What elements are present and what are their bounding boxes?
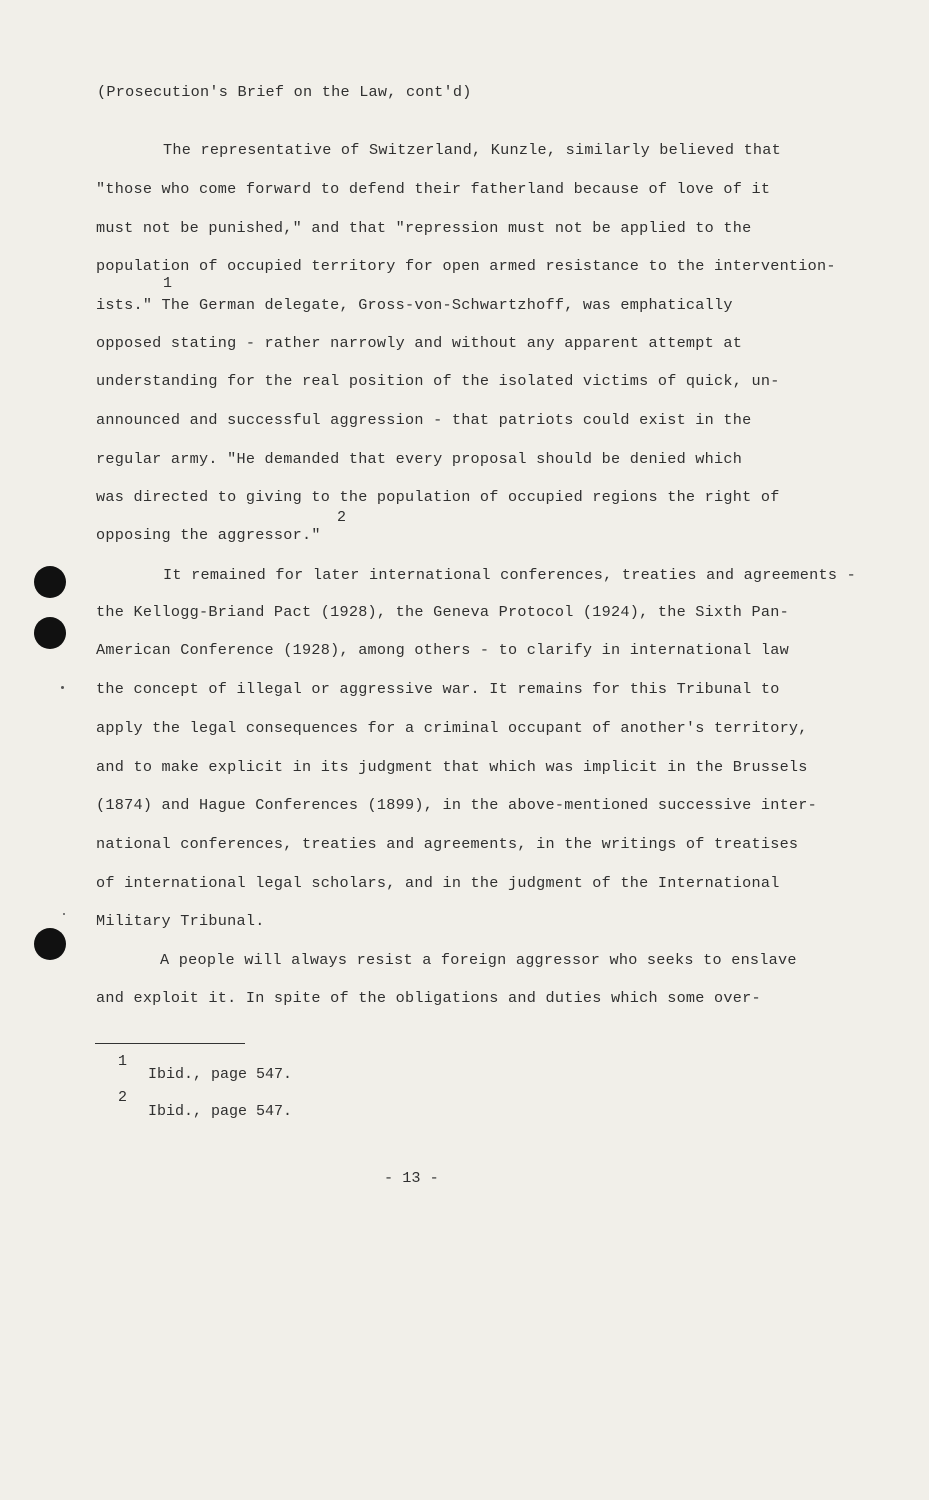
body-line: "those who come forward to defend their fatherland because of love of it bbox=[96, 180, 771, 198]
body-line: population of occupied territory for open armed resistance to the intervention- bbox=[96, 257, 836, 275]
body-line: announced and successful aggression - that patriots could exist in the bbox=[96, 411, 752, 429]
body-line: must not be punished," and that "repression must not be applied to the bbox=[96, 219, 752, 237]
body-line: of international legal scholars, and in the judgment of the International bbox=[96, 874, 780, 892]
body-line: It remained for later international conferences, treaties and agreements - bbox=[163, 566, 856, 584]
punch-hole-top bbox=[34, 566, 66, 598]
footnote-number: 1 bbox=[118, 1053, 128, 1070]
body-line: ists." The German delegate, Gross-von-Schwartzhoff, was emphatically bbox=[96, 296, 733, 314]
body-line: understanding for the real position of the isolated victims of quick, un- bbox=[96, 372, 780, 390]
punch-hole-bottom bbox=[34, 928, 66, 960]
body-line: (1874) and Hague Conferences (1899), in the above-mentioned successive inter- bbox=[96, 796, 818, 814]
footnote-text: Ibid., page 547. bbox=[148, 1103, 293, 1120]
body-line: the Kellogg-Briand Pact (1928), the Geneva Protocol (1924), the Sixth Pan- bbox=[96, 603, 789, 621]
footnote-marker: 2 bbox=[337, 509, 347, 526]
body-line: Military Tribunal. bbox=[96, 912, 265, 930]
body-line: The representative of Switzerland, Kunzle, similarly believed that bbox=[163, 141, 782, 159]
body-line: national conferences, treaties and agreements, in the writings of treatises bbox=[96, 835, 799, 853]
body-line: A people will always resist a foreign aggressor who seeks to enslave bbox=[160, 951, 797, 969]
body-line: opposed stating - rather narrowly and without any apparent attempt at bbox=[96, 334, 743, 352]
paper-speck bbox=[61, 686, 64, 689]
body-line: opposing the aggressor." bbox=[96, 526, 321, 544]
footnote-text: Ibid., page 547. bbox=[148, 1066, 293, 1083]
document-header: (Prosecution's Brief on the Law, cont'd) bbox=[97, 83, 472, 101]
body-line: was directed to giving to the population of occupied regions the right of bbox=[96, 488, 780, 506]
footnote-rule bbox=[95, 1043, 245, 1044]
body-line: regular army. "He demanded that every proposal should be denied which bbox=[96, 450, 743, 468]
body-line: and exploit it. In spite of the obligations and duties which some over- bbox=[96, 989, 761, 1007]
page-number: - 13 - bbox=[384, 1169, 439, 1187]
body-line: and to make explicit in its judgment that which was implicit in the Brussels bbox=[96, 758, 808, 776]
punch-hole-middle bbox=[34, 617, 66, 649]
footnote-marker: 1 bbox=[163, 275, 173, 292]
body-line: the concept of illegal or aggressive war. It remains for this Tribunal to bbox=[96, 680, 780, 698]
footnote-number: 2 bbox=[118, 1089, 128, 1106]
paper-speck bbox=[63, 913, 65, 915]
body-line: American Conference (1928), among others - to clarify in international law bbox=[96, 641, 789, 659]
body-line: apply the legal consequences for a criminal occupant of another's territory, bbox=[96, 719, 808, 737]
